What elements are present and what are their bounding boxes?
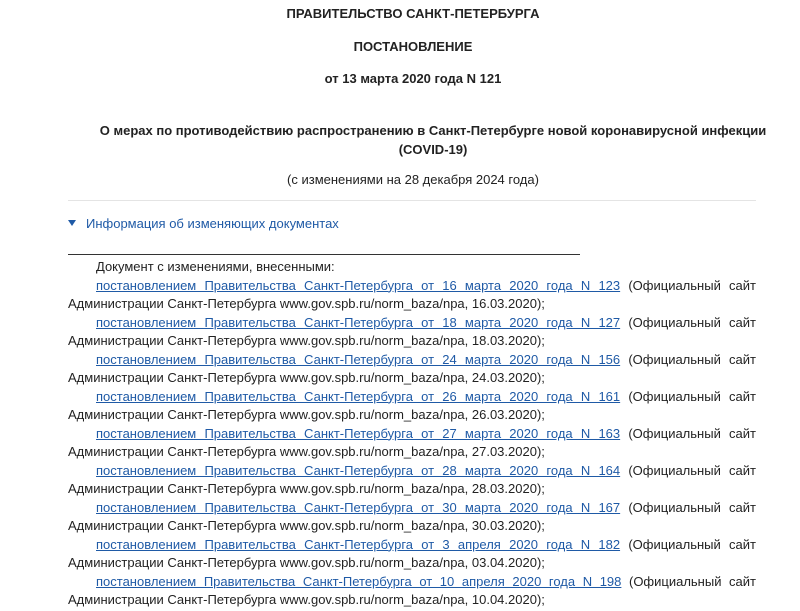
amendment-link[interactable]: постановлением Правительства Санкт-Петербурга от 30 марта 2020 года N 167 <box>96 499 621 515</box>
document-type-heading: ПОСТАНОВЛЕНИЕ <box>353 39 473 54</box>
section-divider <box>68 200 756 201</box>
amendment-source-note: (Официальный сайт Администрации Санкт-Петербурга www.gov.spb.ru/norm_baza/npa, 16.03.2020); <box>68 277 756 311</box>
amendment-source-note: (Официальный сайт Администрации Санкт-Петербурга www.gov.spb.ru/norm_baza/npa, 30.03.2020); <box>68 499 756 533</box>
changes-intro: Документ с изменениями, внесенными: <box>96 259 335 274</box>
amendment-link[interactable]: постановлением Правительства Санкт-Петербурга от 27 марта 2020 года N 163 <box>96 425 621 441</box>
document-title: О мерах по противодействию распространению в Санкт-Петербурге новой коронавирусной инфекции (COVID-19) <box>99 123 767 157</box>
amendment-link[interactable]: постановлением Правительства Санкт-Петербурга от 16 марта 2020 года N 123 <box>96 277 621 293</box>
change-entry <box>68 314 756 351</box>
amended-note: (с изменениями на 28 декабря 2024 года) <box>287 172 539 187</box>
amendment-source-note: (Официальный сайт Администрации Санкт-Петербурга www.gov.spb.ru/norm_baza/npa, 28.03.2020); <box>68 462 756 496</box>
triangle-down-icon <box>68 220 76 226</box>
change-entry <box>68 536 756 573</box>
change-entry <box>68 277 756 314</box>
amending-docs-toggle[interactable] <box>68 213 339 233</box>
amendment-source-note: (Официальный сайт Администрации Санкт-Петербурга www.gov.spb.ru/norm_baza/npa, 03.04.2020); <box>68 536 756 570</box>
amendment-source-note: (Официальный сайт Администрации Санкт-Петербурга www.gov.spb.ru/norm_baza/npa, 27.03.2020); <box>68 425 756 459</box>
amending-docs-toggle-label: Информация об изменяющих документах <box>86 215 339 231</box>
changes-list <box>68 258 756 610</box>
change-entry <box>68 425 756 462</box>
amendment-link[interactable]: постановлением Правительства Санкт-Петербурга от 28 марта 2020 года N 164 <box>96 462 621 478</box>
amendment-source-note: (Официальный сайт Администрации Санкт-Петербурга www.gov.spb.ru/norm_baza/npa, 10.04.2020); <box>68 573 757 607</box>
amendment-link[interactable]: постановлением Правительства Санкт-Петербурга от 24 марта 2020 года N 156 <box>96 351 621 367</box>
amendment-source-note: (Официальный сайт Администрации Санкт-Петербурга www.gov.spb.ru/norm_baza/npa, 24.03.2020); <box>68 351 756 385</box>
document-date-number: от 13 марта 2020 года N 121 <box>324 71 502 86</box>
amendment-link[interactable]: постановлением Правительства Санкт-Петербурга от 3 апреля 2020 года N 182 <box>96 536 621 552</box>
change-entry <box>68 388 756 425</box>
change-entry <box>68 462 756 499</box>
amendment-link[interactable]: постановлением Правительства Санкт-Петербурга от 18 марта 2020 года N 127 <box>96 314 621 330</box>
change-entry <box>68 573 756 610</box>
amendment-source-note: (Официальный сайт Администрации Санкт-Петербурга www.gov.spb.ru/norm_baza/npa, 18.03.2020); <box>68 314 756 348</box>
amendment-link[interactable]: постановлением Правительства Санкт-Петербурга от 10 апреля 2020 года N 198 <box>96 573 622 589</box>
changes-separator <box>68 254 580 255</box>
change-entry <box>68 351 756 388</box>
amendment-source-note: (Официальный сайт Администрации Санкт-Петербурга www.gov.spb.ru/norm_baza/npa, 26.03.2020); <box>68 388 756 422</box>
amendment-link[interactable]: постановлением Правительства Санкт-Петербурга от 26 марта 2020 года N 161 <box>96 388 621 404</box>
change-entry <box>68 499 756 536</box>
authority-heading: ПРАВИТЕЛЬСТВО САНКТ-ПЕТЕРБУРГА <box>286 6 540 21</box>
